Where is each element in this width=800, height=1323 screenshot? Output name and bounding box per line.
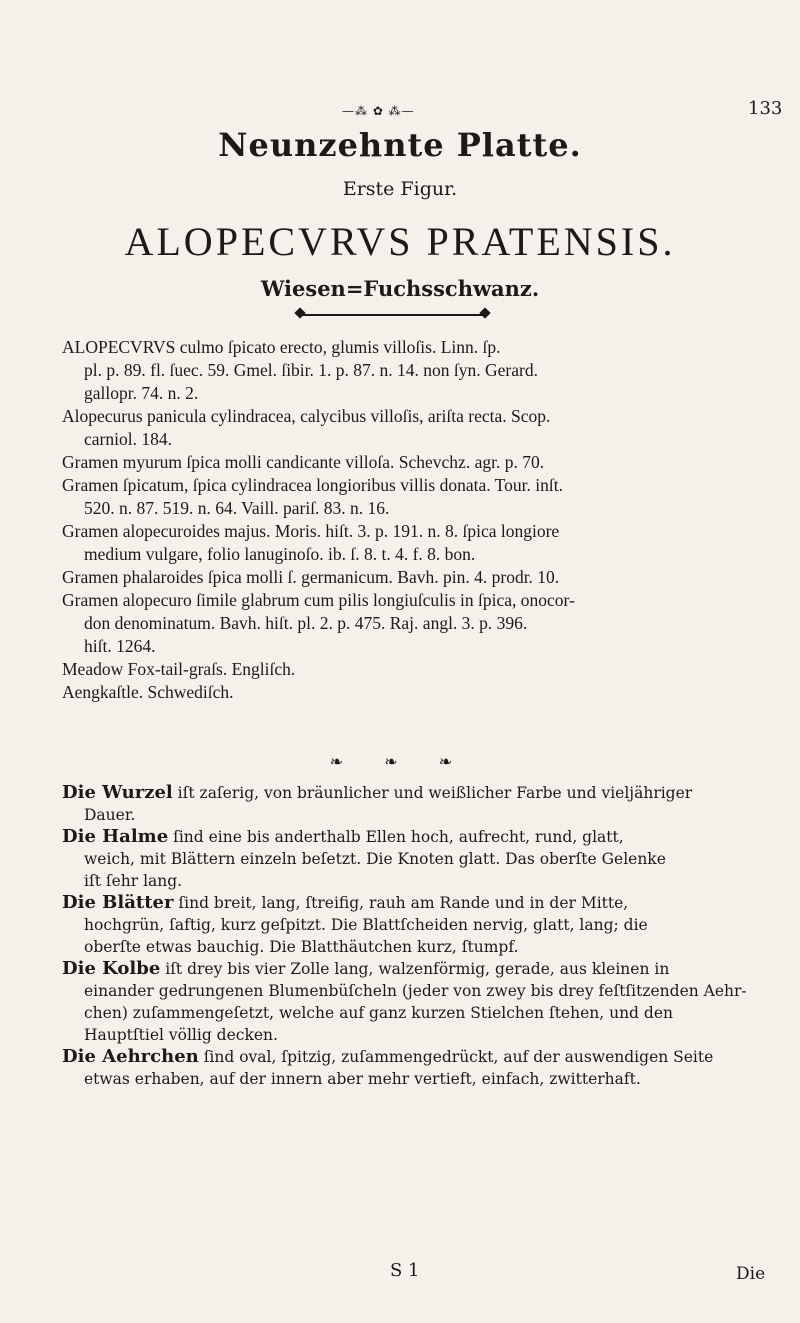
description-term: Die Blätter xyxy=(62,892,174,913)
description-text: weich, mit Blättern einzeln beſetzt. Die Knoten glatt. Das oberſte Gelenke xyxy=(84,850,666,868)
page-number: 133 xyxy=(748,98,783,119)
description-line xyxy=(62,980,762,1002)
synonym-line xyxy=(62,359,762,382)
catchword: Die xyxy=(736,1264,766,1284)
synonym-line xyxy=(62,405,762,428)
description-text: etwas erhaben, auf der innern aber mehr vertieft, einfach, zwitterhaft. xyxy=(84,1070,641,1088)
description-term: Die Kolbe xyxy=(62,958,161,979)
description-line xyxy=(62,826,762,848)
description-line xyxy=(62,782,762,804)
description-text: ſind eine bis anderthalb Ellen hoch, aufrecht, rund, glatt, xyxy=(173,828,624,846)
rule-diamond-left xyxy=(294,307,305,318)
synonym-text: ALOPECVRVS culmo ſpicato erecto, glumis villoſis. Linn. ſp. xyxy=(62,337,501,357)
description-line xyxy=(62,1024,762,1046)
description-text: ſind oval, ſpitzig, zuſammengedrückt, auf der auswendigen Seite xyxy=(203,1048,714,1066)
synonym-text: Alopecurus panicula cylindracea, calycibus villoſis, ariſta recta. Scop. xyxy=(62,406,551,426)
synonym-line xyxy=(62,612,762,635)
synonym-text: Aengkaſtle. Schwediſch. xyxy=(62,682,234,702)
latin-species-name: ALOPECVRVS PRATENSIS. xyxy=(124,219,676,264)
synonym-text: pl. p. 89. fl. ſuec. 59. Gmel. ſibir. 1. p. 87. n. 14. non ſyn. Gerard. xyxy=(84,360,538,380)
synonym-line xyxy=(62,566,762,589)
description-block xyxy=(62,782,762,1090)
description-line xyxy=(62,914,762,936)
plate-title: Neunzehnte Platte. xyxy=(218,126,582,164)
description-paragraph xyxy=(62,826,762,892)
description-text: iſt zaſerig, von bräunlicher und weißlicher Farbe und vieljähriger xyxy=(177,784,693,802)
description-text: Hauptſtiel völlig decken. xyxy=(84,1026,278,1044)
synonym-text: medium vulgare, folio lanuginoſo. ib. ſ. 8. t. 4. f. 8. bon. xyxy=(84,544,476,564)
description-text: Dauer. xyxy=(84,806,136,824)
synonym-text: Meadow Fox-tail-graſs. Engliſch. xyxy=(62,659,296,679)
description-text: iſt drey bis vier Zolle lang, walzenförmig, gerade, aus kleinen in xyxy=(165,960,670,978)
description-text: hochgrün, ſaftig, kurz geſpitzt. Die Blattſcheiden nervig, glatt, lang; die xyxy=(84,916,648,934)
description-text: oberſte etwas bauchig. Die Blatthäutchen kurz, ſtumpf. xyxy=(84,938,519,956)
figure-label: Erste Figur. xyxy=(342,178,458,200)
synonym-line xyxy=(62,635,762,658)
synonym-text: gallopr. 74. n. 2. xyxy=(84,383,199,403)
synonym-line xyxy=(62,520,762,543)
description-line xyxy=(62,870,762,892)
description-paragraph xyxy=(62,782,762,826)
description-term: Die Halme xyxy=(62,826,169,847)
description-paragraph xyxy=(62,1046,762,1090)
synonym-line xyxy=(62,428,762,451)
synonym-text: Gramen phalaroides ſpica molli ſ. germanicum. Bavh. pin. 4. prodr. 10. xyxy=(62,567,560,587)
synonym-text: carniol. 184. xyxy=(84,429,172,449)
synonym-text: 520. n. 87. 519. n. 64. Vaill. pariſ. 83. n. 16. xyxy=(84,498,390,518)
description-text: einander gedrungenen Blumenbüſcheln (jeder von zwey bis drey feſtſitzenden Aehr- xyxy=(84,982,747,1000)
decorative-rule xyxy=(300,314,485,316)
synonym-text: don denominatum. Bavh. hiſt. pl. 2. p. 475. Raj. angl. 3. p. 396. xyxy=(84,613,528,633)
rule-diamond-right xyxy=(479,307,490,318)
synonym-line xyxy=(62,474,762,497)
synonym-line xyxy=(62,336,762,359)
synonym-line xyxy=(62,543,762,566)
synonym-text: Gramen ſpicatum, ſpica cylindracea longioribus villis donata. Tour. inſt. xyxy=(62,475,563,495)
synonym-text: hiſt. 1264. xyxy=(84,636,156,656)
description-line xyxy=(62,1002,762,1024)
description-term: Die Aehrchen xyxy=(62,1046,199,1067)
synonym-line xyxy=(62,497,762,520)
common-name: Wiesen=Fuchsschwanz. xyxy=(260,276,540,301)
description-text: ſind breit, lang, ſtreifig, rauh am Rande und in der Mitte, xyxy=(178,894,629,912)
description-paragraph xyxy=(62,958,762,1046)
section-separator: ❧ ❧ ❧ xyxy=(329,752,471,771)
synonym-text: Gramen alopecuro ſimile glabrum cum pilis longiuſculis in ſpica, onocor- xyxy=(62,590,575,610)
description-line xyxy=(62,936,762,958)
synonym-text: Gramen alopecuroides majus. Moris. hiſt. 3. p. 191. n. 8. ſpica longiore xyxy=(62,521,560,541)
synonym-line xyxy=(62,589,762,612)
description-line xyxy=(62,1068,762,1090)
description-line xyxy=(62,804,762,826)
description-text: iſt ſehr lang. xyxy=(84,872,183,890)
synonym-line xyxy=(62,382,762,405)
description-term: Die Wurzel xyxy=(62,782,173,803)
description-text: chen) zuſammengeſetzt, welche auf ganz kurzen Stielchen ſtehen, und den xyxy=(84,1004,673,1022)
synonymy-block xyxy=(62,336,762,704)
synonym-text: Gramen myurum ſpica molli candicante villoſa. Schevchz. agr. p. 70. xyxy=(62,452,545,472)
synonym-line xyxy=(62,451,762,474)
description-line xyxy=(62,892,762,914)
description-paragraph xyxy=(62,892,762,958)
signature-mark: S 1 xyxy=(390,1260,420,1281)
description-line xyxy=(62,848,762,870)
synonym-line xyxy=(62,658,762,681)
description-line xyxy=(62,1046,762,1068)
description-line xyxy=(62,958,762,980)
synonym-line xyxy=(62,681,762,704)
header-ornament: —⁂ ✿ ⁂— xyxy=(342,104,415,118)
